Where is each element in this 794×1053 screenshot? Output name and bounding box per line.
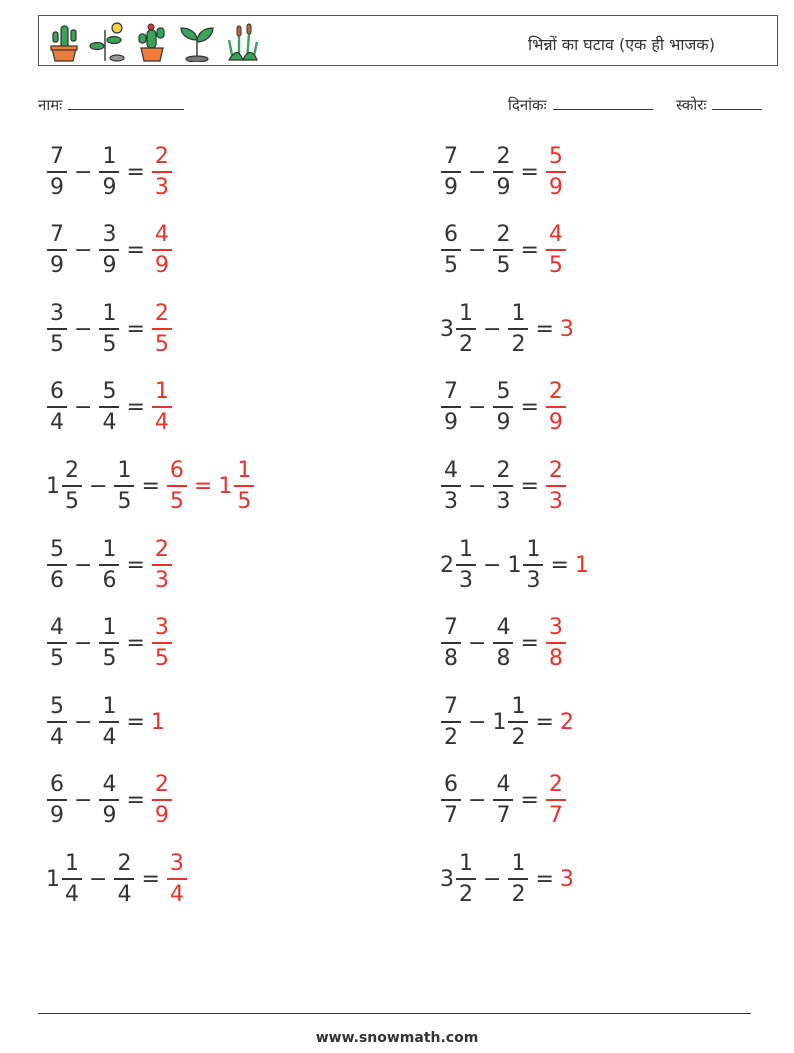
equals-sign: = (126, 316, 145, 342)
fraction (441, 381, 461, 434)
flowering-plant-icon (87, 20, 127, 62)
numerator: 2 (496, 222, 511, 248)
fraction (546, 143, 566, 200)
numerator: 3 (169, 850, 184, 876)
minus-sign: − (468, 159, 487, 185)
denominator: 3 (152, 171, 172, 199)
equals-sign: = (126, 631, 145, 657)
denominator: 4 (62, 878, 82, 906)
cactus-flower-pot-icon (135, 20, 169, 62)
minus-sign: − (468, 788, 487, 814)
numerator: 4 (496, 615, 511, 641)
fraction (99, 381, 119, 434)
denominator: 3 (523, 564, 543, 592)
fraction (99, 774, 119, 827)
fraction (152, 774, 172, 827)
fraction (47, 693, 67, 750)
fraction (493, 617, 513, 670)
cattail-grass-icon (225, 20, 261, 62)
score-field (676, 95, 762, 115)
denominator: 9 (152, 249, 172, 277)
equals-sign: = (520, 631, 539, 657)
date-blank (553, 95, 653, 110)
fraction (441, 693, 461, 750)
denominator: 5 (167, 485, 187, 513)
fraction (508, 300, 528, 357)
numerator: 3 (50, 300, 64, 326)
fraction (47, 224, 67, 277)
denominator: 2 (508, 328, 528, 356)
numerator: 2 (154, 143, 169, 169)
fraction (47, 300, 67, 357)
minus-sign: − (483, 316, 502, 342)
numerator: 1 (459, 300, 473, 326)
problem-item (440, 849, 575, 909)
equals-sign: = (141, 866, 160, 892)
numerator: 4 (50, 615, 64, 641)
denominator: 4 (99, 406, 119, 434)
fraction (47, 536, 67, 593)
minus-sign: − (89, 473, 108, 499)
seedling-icon (177, 20, 217, 62)
equals-sign: = (126, 238, 145, 264)
fraction (152, 536, 172, 593)
denominator: 7 (441, 799, 461, 827)
numerator: 2 (154, 536, 169, 562)
date-label: दिनांकः (508, 96, 547, 114)
numerator: 4 (102, 772, 117, 798)
denominator: 3 (546, 485, 566, 513)
denominator: 4 (152, 406, 172, 434)
numerator: 1 (102, 615, 117, 641)
equals-sign: = (520, 788, 539, 814)
fraction (99, 617, 119, 670)
fraction (441, 224, 461, 277)
fraction (493, 143, 513, 200)
fraction (167, 457, 187, 514)
problem-item (440, 378, 567, 438)
numerator: 1 (102, 300, 117, 326)
problem-item (440, 142, 567, 202)
fraction (493, 457, 513, 514)
problem-item (46, 849, 188, 909)
fraction (523, 536, 543, 593)
equals-sign: = (193, 473, 213, 499)
numerator: 2 (548, 379, 563, 405)
equals-sign: = (520, 395, 539, 421)
problem-item (440, 771, 567, 831)
fraction (152, 143, 172, 200)
denominator: 4 (47, 721, 67, 749)
denominator: 5 (493, 249, 513, 277)
minus-sign: − (468, 238, 487, 264)
fraction (546, 457, 566, 514)
equals-sign: = (520, 159, 539, 185)
denominator: 3 (493, 485, 513, 513)
equals-sign: = (126, 552, 145, 578)
header-box (38, 15, 778, 66)
fraction (47, 774, 67, 827)
fraction (441, 143, 461, 200)
equals-sign: = (535, 709, 554, 735)
minus-sign: − (468, 631, 487, 657)
numerator: 6 (169, 457, 184, 483)
fraction (456, 300, 476, 357)
denominator: 9 (99, 249, 119, 277)
numerator: 7 (444, 693, 458, 719)
fraction (456, 850, 476, 907)
numerator: 7 (444, 143, 458, 169)
fraction (508, 693, 528, 750)
fraction (114, 850, 134, 907)
whole-number: 1 (507, 552, 522, 578)
numerator: 7 (50, 143, 64, 169)
numerator: 2 (496, 457, 511, 483)
numerator: 1 (154, 379, 169, 405)
fraction (99, 224, 119, 277)
numerator: 5 (548, 143, 563, 169)
equals-sign: = (535, 316, 554, 342)
whole-number: 2 (559, 709, 574, 735)
score-label: स्कोरः (676, 96, 707, 114)
problem-item (440, 535, 590, 595)
denominator: 3 (441, 485, 461, 513)
numerator: 7 (444, 615, 458, 641)
fraction (441, 617, 461, 670)
minus-sign: − (74, 395, 93, 421)
fraction (99, 143, 119, 200)
fraction (47, 617, 67, 670)
denominator: 5 (546, 249, 566, 277)
denominator: 9 (493, 406, 513, 434)
denominator: 5 (47, 328, 67, 356)
denominator: 5 (99, 642, 119, 670)
score-blank (712, 95, 762, 110)
problem-item (46, 456, 255, 516)
fraction (99, 536, 119, 593)
minus-sign: − (74, 788, 93, 814)
problem-item (440, 614, 567, 674)
fraction (493, 224, 513, 277)
denominator: 7 (493, 799, 513, 827)
numerator: 3 (102, 222, 117, 248)
fraction (114, 457, 134, 514)
fraction (441, 774, 461, 827)
numerator: 1 (459, 536, 473, 562)
numerator: 3 (548, 615, 563, 641)
minus-sign: − (468, 473, 487, 499)
denominator: 9 (546, 406, 566, 434)
numerator: 5 (50, 536, 64, 562)
numerator: 4 (496, 772, 511, 798)
fraction (99, 693, 119, 750)
fraction (234, 457, 254, 514)
numerator: 1 (511, 850, 526, 876)
numerator: 2 (154, 300, 169, 326)
denominator: 9 (152, 799, 172, 827)
denominator: 9 (441, 171, 461, 199)
problem-item (46, 771, 173, 831)
denominator: 9 (493, 171, 513, 199)
fraction (62, 850, 82, 907)
numerator: 1 (459, 850, 473, 876)
fraction (47, 381, 67, 434)
footer-url: www.snowmath.com (315, 1030, 479, 1046)
denominator: 6 (47, 564, 67, 592)
minus-sign: − (74, 631, 93, 657)
whole-number: 3 (559, 866, 574, 892)
numerator: 6 (444, 772, 458, 798)
numerator: 3 (154, 615, 169, 641)
equals-sign: = (550, 552, 569, 578)
denominator: 2 (508, 878, 528, 906)
denominator: 5 (62, 485, 82, 513)
numerator: 2 (65, 457, 79, 483)
minus-sign: − (74, 316, 93, 342)
denominator: 5 (234, 485, 254, 513)
equals-sign: = (535, 866, 554, 892)
numerator: 5 (496, 379, 511, 405)
numerator: 2 (496, 143, 511, 169)
numerator: 1 (117, 457, 132, 483)
numerator: 1 (511, 693, 526, 719)
numerator: 4 (548, 222, 563, 248)
denominator: 9 (47, 249, 67, 277)
fraction (546, 381, 566, 434)
problem-item (46, 299, 173, 359)
fraction (62, 457, 82, 514)
equals-sign: = (126, 709, 145, 735)
equals-sign: = (520, 473, 539, 499)
denominator: 5 (99, 328, 119, 356)
problem-item (440, 299, 575, 359)
denominator: 4 (167, 878, 187, 906)
fraction (167, 850, 187, 907)
denominator: 9 (47, 799, 67, 827)
problem-item (46, 221, 173, 281)
numerator: 1 (102, 536, 117, 562)
numerator: 1 (237, 457, 252, 483)
whole-number: 1 (218, 473, 233, 499)
equals-sign: = (520, 238, 539, 264)
fraction (47, 143, 67, 200)
denominator: 9 (546, 171, 566, 199)
minus-sign: − (468, 709, 487, 735)
numerator: 4 (154, 222, 169, 248)
numerator: 4 (444, 457, 458, 483)
name-blank (68, 95, 184, 110)
denominator: 3 (152, 564, 172, 592)
minus-sign: − (74, 159, 93, 185)
numerator: 6 (444, 222, 458, 248)
whole-number: 3 (440, 866, 454, 892)
denominator: 3 (456, 564, 476, 592)
fraction (493, 381, 513, 434)
problem-item (440, 221, 567, 281)
fraction (99, 300, 119, 357)
minus-sign: − (89, 866, 108, 892)
cactus-pot-icon (47, 20, 81, 62)
numerator: 5 (50, 693, 64, 719)
numerator: 1 (102, 693, 117, 719)
numerator: 1 (526, 536, 541, 562)
denominator: 9 (441, 406, 461, 434)
denominator: 2 (456, 878, 476, 906)
name-field (38, 95, 184, 115)
fraction (456, 536, 476, 593)
date-field (508, 95, 653, 115)
denominator: 2 (441, 721, 461, 749)
whole-number: 1 (150, 709, 165, 735)
denominator: 2 (456, 328, 476, 356)
denominator: 5 (441, 249, 461, 277)
numerator: 5 (102, 379, 117, 405)
denominator: 2 (508, 721, 528, 749)
numerator: 7 (444, 379, 458, 405)
denominator: 8 (546, 642, 566, 670)
fraction (493, 774, 513, 827)
numerator: 1 (102, 143, 117, 169)
problem-item (46, 535, 173, 595)
fraction (508, 850, 528, 907)
denominator: 7 (546, 799, 566, 827)
denominator: 5 (152, 642, 172, 670)
numerator: 7 (50, 222, 64, 248)
fraction (546, 774, 566, 827)
fraction (546, 617, 566, 670)
denominator: 8 (441, 642, 461, 670)
fraction (152, 224, 172, 277)
problem-item (46, 614, 173, 674)
denominator: 8 (493, 642, 513, 670)
whole-number: 2 (440, 552, 454, 578)
minus-sign: − (74, 552, 93, 578)
problem-item (46, 692, 166, 752)
whole-number: 1 (574, 552, 589, 578)
equals-sign: = (126, 788, 145, 814)
denominator: 5 (152, 328, 172, 356)
fraction (546, 224, 566, 277)
denominator: 4 (114, 878, 134, 906)
denominator: 4 (99, 721, 119, 749)
numerator: 2 (154, 772, 169, 798)
numerator: 1 (511, 300, 526, 326)
minus-sign: − (483, 866, 502, 892)
numerator: 1 (65, 850, 79, 876)
equals-sign: = (141, 473, 160, 499)
numerator: 2 (117, 850, 132, 876)
numerator: 2 (548, 772, 563, 798)
numerator: 6 (50, 772, 64, 798)
whole-number: 1 (46, 473, 60, 499)
denominator: 5 (114, 485, 134, 513)
denominator: 5 (47, 642, 67, 670)
problem-item (46, 378, 173, 438)
problem-item (440, 692, 575, 752)
equals-sign: = (126, 159, 145, 185)
minus-sign: − (74, 709, 93, 735)
minus-sign: − (483, 552, 502, 578)
fraction (152, 381, 172, 434)
footer-divider (38, 1013, 751, 1014)
problem-item (440, 456, 567, 516)
problem-item (46, 142, 173, 202)
denominator: 9 (47, 171, 67, 199)
numerator: 2 (548, 457, 563, 483)
numerator: 6 (50, 379, 64, 405)
whole-number: 1 (46, 866, 60, 892)
fraction (152, 617, 172, 670)
denominator: 9 (99, 171, 119, 199)
page-title: भिन्नों का घटाव (एक ही भाजक) (528, 35, 715, 54)
whole-number: 1 (492, 709, 507, 735)
whole-number: 3 (440, 316, 454, 342)
equals-sign: = (126, 395, 145, 421)
denominator: 6 (99, 564, 119, 592)
whole-number: 3 (559, 316, 574, 342)
minus-sign: − (468, 395, 487, 421)
minus-sign: − (74, 238, 93, 264)
denominator: 9 (99, 799, 119, 827)
name-label: नामः (38, 96, 63, 114)
fraction (152, 300, 172, 357)
fraction (441, 457, 461, 514)
denominator: 4 (47, 406, 67, 434)
